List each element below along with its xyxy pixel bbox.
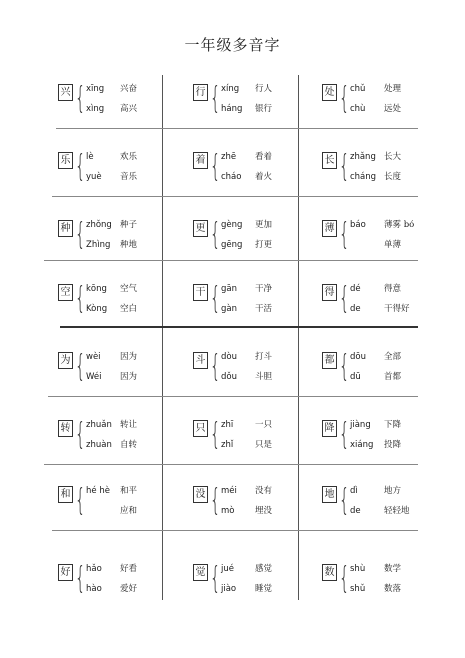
pinyin: de (350, 304, 361, 314)
left-brace-icon: { (75, 149, 86, 184)
reading-line (350, 418, 401, 432)
pinyin: zhǐ (221, 440, 234, 450)
pinyin: zhē (221, 152, 237, 162)
example-word: 远处 (384, 104, 402, 114)
pinyin: zhī (221, 420, 234, 430)
reading-line (350, 302, 410, 316)
example-word: 只是 (255, 440, 273, 450)
reading-line (221, 504, 272, 518)
polyphone-entry (193, 218, 318, 278)
reading-line (86, 418, 137, 432)
left-brace-icon: { (210, 483, 221, 518)
example-word: 轻轻地 (384, 506, 410, 516)
pinyin: lè (86, 152, 94, 162)
example-word: 打斗 (255, 352, 273, 362)
example-word: 埋没 (255, 506, 273, 516)
reading-line (221, 302, 272, 316)
character-box: 斗 (193, 352, 208, 369)
example-word: 欢乐 (120, 152, 138, 162)
left-brace-icon: { (339, 417, 350, 452)
reading-line (221, 218, 272, 232)
reading-line (221, 150, 272, 164)
example-word: 感觉 (255, 564, 273, 574)
polyphone-entry (322, 350, 447, 410)
reading-line (221, 582, 272, 596)
reading-line (221, 418, 272, 432)
left-brace-icon: { (339, 281, 350, 316)
left-brace-icon: { (75, 483, 86, 518)
left-brace-icon: { (339, 81, 350, 116)
polyphone-entry (58, 82, 183, 142)
example-word: 睡觉 (255, 584, 273, 594)
pinyin: zhǒng (86, 220, 112, 230)
reading-line (86, 238, 137, 252)
example-word: 应和 (120, 506, 138, 516)
character-box: 觉 (193, 564, 208, 581)
reading-line (86, 504, 137, 518)
example-word: 长大 (384, 152, 402, 162)
polyphone-entry (58, 282, 183, 342)
example-word: 高兴 (120, 104, 138, 114)
left-brace-icon: { (210, 349, 221, 384)
character-box: 地 (322, 486, 337, 503)
reading-line (221, 350, 272, 364)
pinyin: gàn (221, 304, 237, 314)
example-word: 着火 (255, 172, 273, 182)
reading-line (221, 562, 272, 576)
example-word: 音乐 (120, 172, 138, 182)
pinyin: chù (350, 104, 366, 114)
reading-line (86, 582, 137, 596)
left-brace-icon: { (210, 149, 221, 184)
character-box: 行 (193, 84, 208, 101)
reading-line (350, 562, 401, 576)
example-word: 投降 (384, 440, 402, 450)
pinyin: wèi (86, 352, 101, 362)
example-word: 斗胆 (255, 372, 273, 382)
example-word: 一只 (255, 420, 273, 430)
reading-line (350, 238, 401, 252)
reading-line (86, 302, 137, 316)
pinyin: dì (350, 486, 358, 496)
reading-line (350, 370, 401, 384)
reading-line (86, 350, 137, 364)
pinyin: hào (86, 584, 102, 594)
example-word: 处理 (384, 84, 402, 94)
reading-line (86, 218, 137, 232)
example-word: 兴奋 (120, 84, 138, 94)
example-word: 薄雾 bó (384, 220, 415, 230)
character-box: 兴 (58, 84, 73, 101)
example-word: 长度 (384, 172, 402, 182)
example-word: 数学 (384, 564, 402, 574)
character-box: 薄 (322, 220, 337, 237)
polyphone-entry (58, 562, 183, 622)
reading-line (221, 102, 272, 116)
polyphone-entry (322, 218, 447, 278)
left-brace-icon: { (210, 417, 221, 452)
reading-line (350, 350, 401, 364)
left-brace-icon: { (75, 561, 86, 596)
example-word: 得意 (384, 284, 402, 294)
character-box: 长 (322, 152, 337, 169)
left-brace-icon: { (75, 281, 86, 316)
character-box: 得 (322, 284, 337, 301)
character-box: 只 (193, 420, 208, 437)
pinyin: zhǎng (350, 152, 376, 162)
pinyin: mò (221, 506, 235, 516)
reading-line (350, 582, 401, 596)
reading-line (86, 562, 137, 576)
pinyin: dǒu (221, 372, 237, 382)
character-box: 降 (322, 420, 337, 437)
reading-line (86, 82, 137, 96)
left-brace-icon: { (339, 217, 350, 252)
character-box: 着 (193, 152, 208, 169)
polyphone-entry (193, 350, 318, 410)
pinyin: xíng (221, 84, 240, 94)
reading-line (221, 82, 272, 96)
pinyin: dé (350, 284, 361, 294)
reading-line (86, 282, 137, 296)
left-brace-icon: { (75, 217, 86, 252)
polyphone-entry (322, 418, 447, 478)
pinyin: hǎo (86, 564, 102, 574)
polyphone-entry (58, 218, 183, 278)
pinyin: xìng (86, 104, 105, 114)
left-brace-icon: { (210, 281, 221, 316)
polyphone-entry (193, 484, 318, 544)
pinyin: jué (221, 564, 234, 574)
reading-line (86, 370, 137, 384)
left-brace-icon: { (75, 417, 86, 452)
pinyin: zhuàn (86, 440, 112, 450)
example-word: 种子 (120, 220, 138, 230)
reading-line (350, 484, 401, 498)
example-word: 自转 (120, 440, 138, 450)
character-box: 更 (193, 220, 208, 237)
character-box: 转 (58, 420, 73, 437)
example-word: 空气 (120, 284, 138, 294)
example-word: 干得好 (384, 304, 410, 314)
example-word: 干净 (255, 284, 273, 294)
pinyin: shǔ (350, 584, 366, 594)
reading-line (350, 170, 401, 184)
pinyin: shù (350, 564, 366, 574)
character-box: 数 (322, 564, 337, 581)
example-word: 首都 (384, 372, 402, 382)
character-box: 都 (322, 352, 337, 369)
pinyin: dōu (350, 352, 366, 362)
polyphone-entry (58, 418, 183, 478)
left-brace-icon: { (75, 349, 86, 384)
pinyin: jiàng (350, 420, 371, 430)
character-box: 为 (58, 352, 73, 369)
character-box: 空 (58, 284, 73, 301)
character-box: 干 (193, 284, 208, 301)
example-word: 和平 (120, 486, 138, 496)
example-word: 种地 (120, 240, 138, 250)
left-brace-icon: { (339, 561, 350, 596)
example-word: 数落 (384, 584, 402, 594)
pinyin: yuè (86, 172, 102, 182)
page-title: 一年级多音字 (184, 36, 281, 54)
example-word: 行人 (255, 84, 273, 94)
example-word: 下降 (384, 420, 402, 430)
character-box: 处 (322, 84, 337, 101)
left-brace-icon: { (339, 349, 350, 384)
left-brace-icon: { (339, 149, 350, 184)
reading-line (221, 282, 272, 296)
left-brace-icon: { (210, 81, 221, 116)
example-word: 因为 (120, 352, 138, 362)
pinyin: cháng (350, 172, 377, 182)
example-word: 没有 (255, 486, 273, 496)
reading-line (350, 218, 414, 232)
polyphone-entry (322, 82, 447, 142)
reading-line (350, 282, 401, 296)
polyphone-entry (322, 484, 447, 544)
reading-line (221, 170, 272, 184)
character-box: 和 (58, 486, 73, 503)
example-word: 更加 (255, 220, 273, 230)
reading-line (86, 150, 137, 164)
polyphone-entry (322, 562, 447, 622)
character-box: 好 (58, 564, 73, 581)
reading-line (86, 170, 137, 184)
reading-line (86, 438, 137, 452)
example-word: 打更 (255, 240, 273, 250)
example-word: 好看 (120, 564, 138, 574)
pinyin: kōng (86, 284, 107, 294)
example-word: 干活 (255, 304, 273, 314)
polyphone-entry (58, 150, 183, 210)
pinyin: chǔ (350, 84, 366, 94)
pinyin: dòu (221, 352, 237, 362)
polyphone-entry (322, 150, 447, 210)
pinyin: xiáng (350, 440, 374, 450)
polyphone-entry (193, 150, 318, 210)
polyphone-entry (58, 350, 183, 410)
polyphone-entry (193, 418, 318, 478)
pinyin: Zhìng (86, 240, 111, 250)
pinyin: báo (350, 220, 366, 230)
example-word: 爱好 (120, 584, 138, 594)
left-brace-icon: { (75, 81, 86, 116)
pinyin: dū (350, 372, 361, 382)
reading-line (350, 102, 401, 116)
example-word: 空白 (120, 304, 138, 314)
reading-line (86, 484, 137, 498)
polyphone-entry (58, 484, 183, 544)
example-word: 全部 (384, 352, 402, 362)
pinyin: cháo (221, 172, 242, 182)
pinyin: háng (221, 104, 243, 114)
pinyin: Kòng (86, 304, 108, 314)
reading-line (221, 438, 272, 452)
pinyin: gēng (221, 240, 243, 250)
character-box: 乐 (58, 152, 73, 169)
reading-line (350, 82, 401, 96)
polyphone-entry (193, 82, 318, 142)
reading-line (350, 504, 410, 518)
left-brace-icon: { (210, 561, 221, 596)
pinyin: de (350, 506, 361, 516)
reading-line (221, 484, 272, 498)
pinyin: Wéi (86, 372, 102, 382)
polyphone-entry (322, 282, 447, 342)
example-word: 因为 (120, 372, 138, 382)
example-word: 单薄 (384, 240, 402, 250)
example-word: 地方 (384, 486, 402, 496)
left-brace-icon: { (210, 217, 221, 252)
pinyin: xīng (86, 84, 105, 94)
reading-line (350, 150, 401, 164)
reading-line (350, 438, 401, 452)
reading-line (221, 238, 272, 252)
polyphone-entry (193, 282, 318, 342)
reading-line (86, 102, 137, 116)
pinyin: zhuǎn (86, 420, 112, 430)
pinyin: méi (221, 486, 237, 496)
polyphone-entry (193, 562, 318, 622)
example-word: 转让 (120, 420, 138, 430)
pinyin: jiào (221, 584, 237, 594)
example-word: 看着 (255, 152, 273, 162)
pinyin: hé hè (86, 486, 110, 496)
example-word: 银行 (255, 104, 273, 114)
pinyin: gān (221, 284, 237, 294)
pinyin: gèng (221, 220, 243, 230)
character-box: 没 (193, 486, 208, 503)
reading-line (221, 370, 272, 384)
character-box: 种 (58, 220, 73, 237)
left-brace-icon: { (339, 483, 350, 518)
